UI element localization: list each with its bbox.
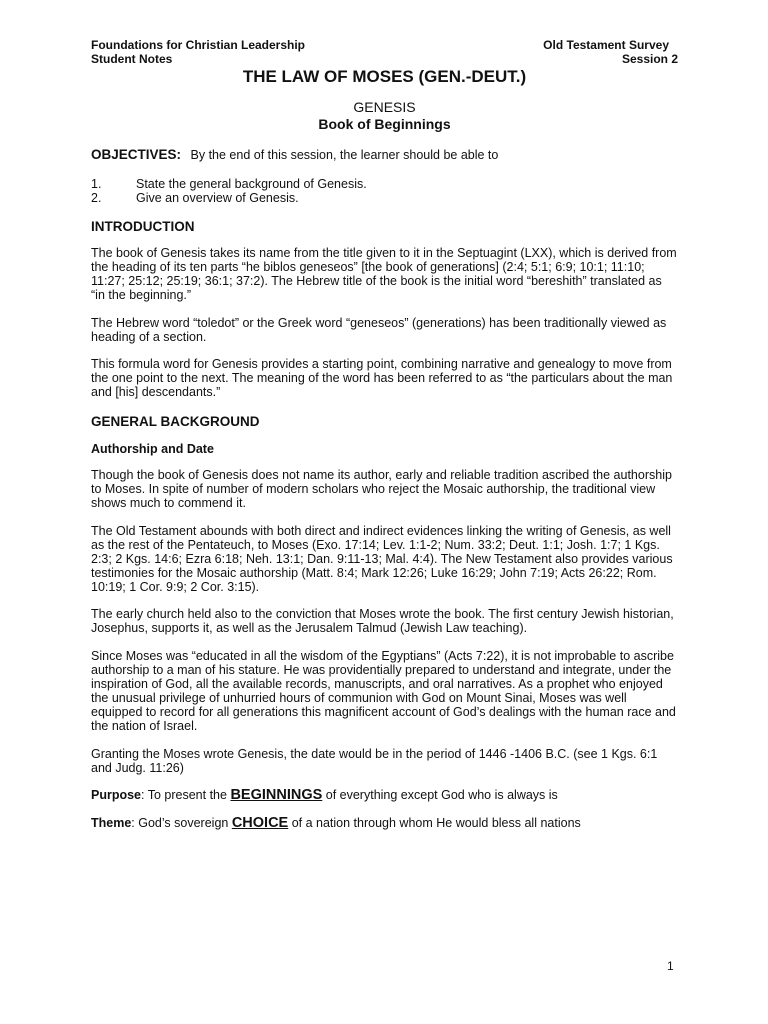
purpose-emphasis: BEGINNINGS [230,787,323,804]
list-text: State the general background of Genesis. [136,177,367,191]
purpose-label: Purpose [91,788,142,803]
list-number: 2. [91,191,102,205]
theme-post: of a nation through whom He would bless all nations [288,816,581,831]
theme-pre: : God’s sovereign [131,816,232,831]
document-title: THE LAW OF MOSES (GEN.-DEUT.) [242,67,527,86]
list-item [91,177,678,191]
theme-label: Theme [91,816,132,831]
theme-emphasis: CHOICE [231,815,289,832]
paragraph: Granting the Moses wrote Genesis, the date would be in the period of 1446 -1406 B.C. (see 1 Kgs. 6:1 and Judg. 11:26) [91,746,658,775]
book-name: GENESIS [353,99,416,115]
book-subtitle: Book of Beginnings [318,116,451,132]
page-number: 1 [667,959,674,973]
background-heading: GENERAL BACKGROUND [91,414,260,430]
purpose-line [91,788,678,803]
list-number: 1. [91,177,102,191]
objectives-text: By the end of this session, the learner should be able to [190,148,499,162]
course-title: Foundations for Christian Leadership [91,38,306,52]
notes-label: Student Notes [91,52,173,66]
paragraph: The Hebrew word “toledot” or the Greek word “geneseos” (generations) has been traditionally viewed as heading of a section. [91,315,667,344]
list-text: Give an overview of Genesis. [136,191,299,205]
running-header-row-1 [91,38,678,52]
course-name: Old Testament Survey [543,38,669,52]
paragraph: This formula word for Genesis provides a starting point, combining narrative and genealogy to move from the one point to the next. The meaning of the word has been referred to as “the particulars about the man and [his] descendants.” [91,357,673,400]
authorship-subheading: Authorship and Date [91,442,214,457]
objectives-label: OBJECTIVES: [91,147,182,162]
paragraph: Since Moses was “educated in all the wisdom of the Egyptians” (Acts 7:22), it is not improbable to ascribe authorship to a man of his stature. He was providentially prepared to understand and integrate, under the inspiration of God, all the available records, manuscripts, and oral narratives. As a prophet who enjoyed the unusual privilege of unhurried hours of communion with God on Mount Sinai, Moses was well equipped to record for all generations this magnificent account of God’s dealings with the human race and the nation of Israel. [91,649,676,733]
purpose-pre: : To present the [141,788,231,803]
objectives-line [91,147,678,163]
session-label: Session 2 [621,52,678,66]
list-item [91,191,678,205]
theme-line [91,816,678,831]
paragraph: The early church held also to the conviction that Moses wrote the book. The first century Jewish historian, Josephus, supports it, as well as the Jerusalem Talmud (Jewish Law teaching). [91,607,674,636]
purpose-post: of everything except God who is always is [322,788,558,803]
paragraph: The book of Genesis takes its name from the title given to it in the Septuagint (LXX), which is derived from the heading of its ten parts “he biblos geneseos” [the book of generations] (2:4; 5:1; 6:9; 10:1; 11:10; 11:27; 25:12; 25:19; 36:1; 37:2). The Hebrew title of the book is the initial word “bereshith” translated as “in the beginning.” [91,246,677,302]
paragraph: The Old Testament abounds with both direct and indirect evidences linking the writing of Genesis, as well as the rest of the Pentateuch, to Moses (Exo. 17:14; Lev. 1:1-2; Num. 33:2; Deut. 1:1; Josh. 1:7; 1 Kgs. 2:3; 2 Kgs. 14:6; Ezra 6:18; Neh. 13:1; Dan. 9:11-13; Mal. 4:4). The New Testament also provides various testimonies for the Mosaic authorship (Matt. 8:4; Mark 12:26; Luke 16:29; John 7:19; Acts 26:22; Rom. 10:19; 1 Cor. 9:9; 2 Cor. 3:15). [91,523,673,594]
objectives-list [91,177,678,205]
running-header-row-2 [91,52,678,66]
paragraph: Though the book of Genesis does not name its author, early and reliable tradition ascribed the authorship to Moses. In spite of number of modern scholars who reject the Mosaic authorship, the traditional view shows much to commend it. [91,468,672,510]
introduction-heading: INTRODUCTION [91,219,195,234]
document-page [91,38,678,831]
